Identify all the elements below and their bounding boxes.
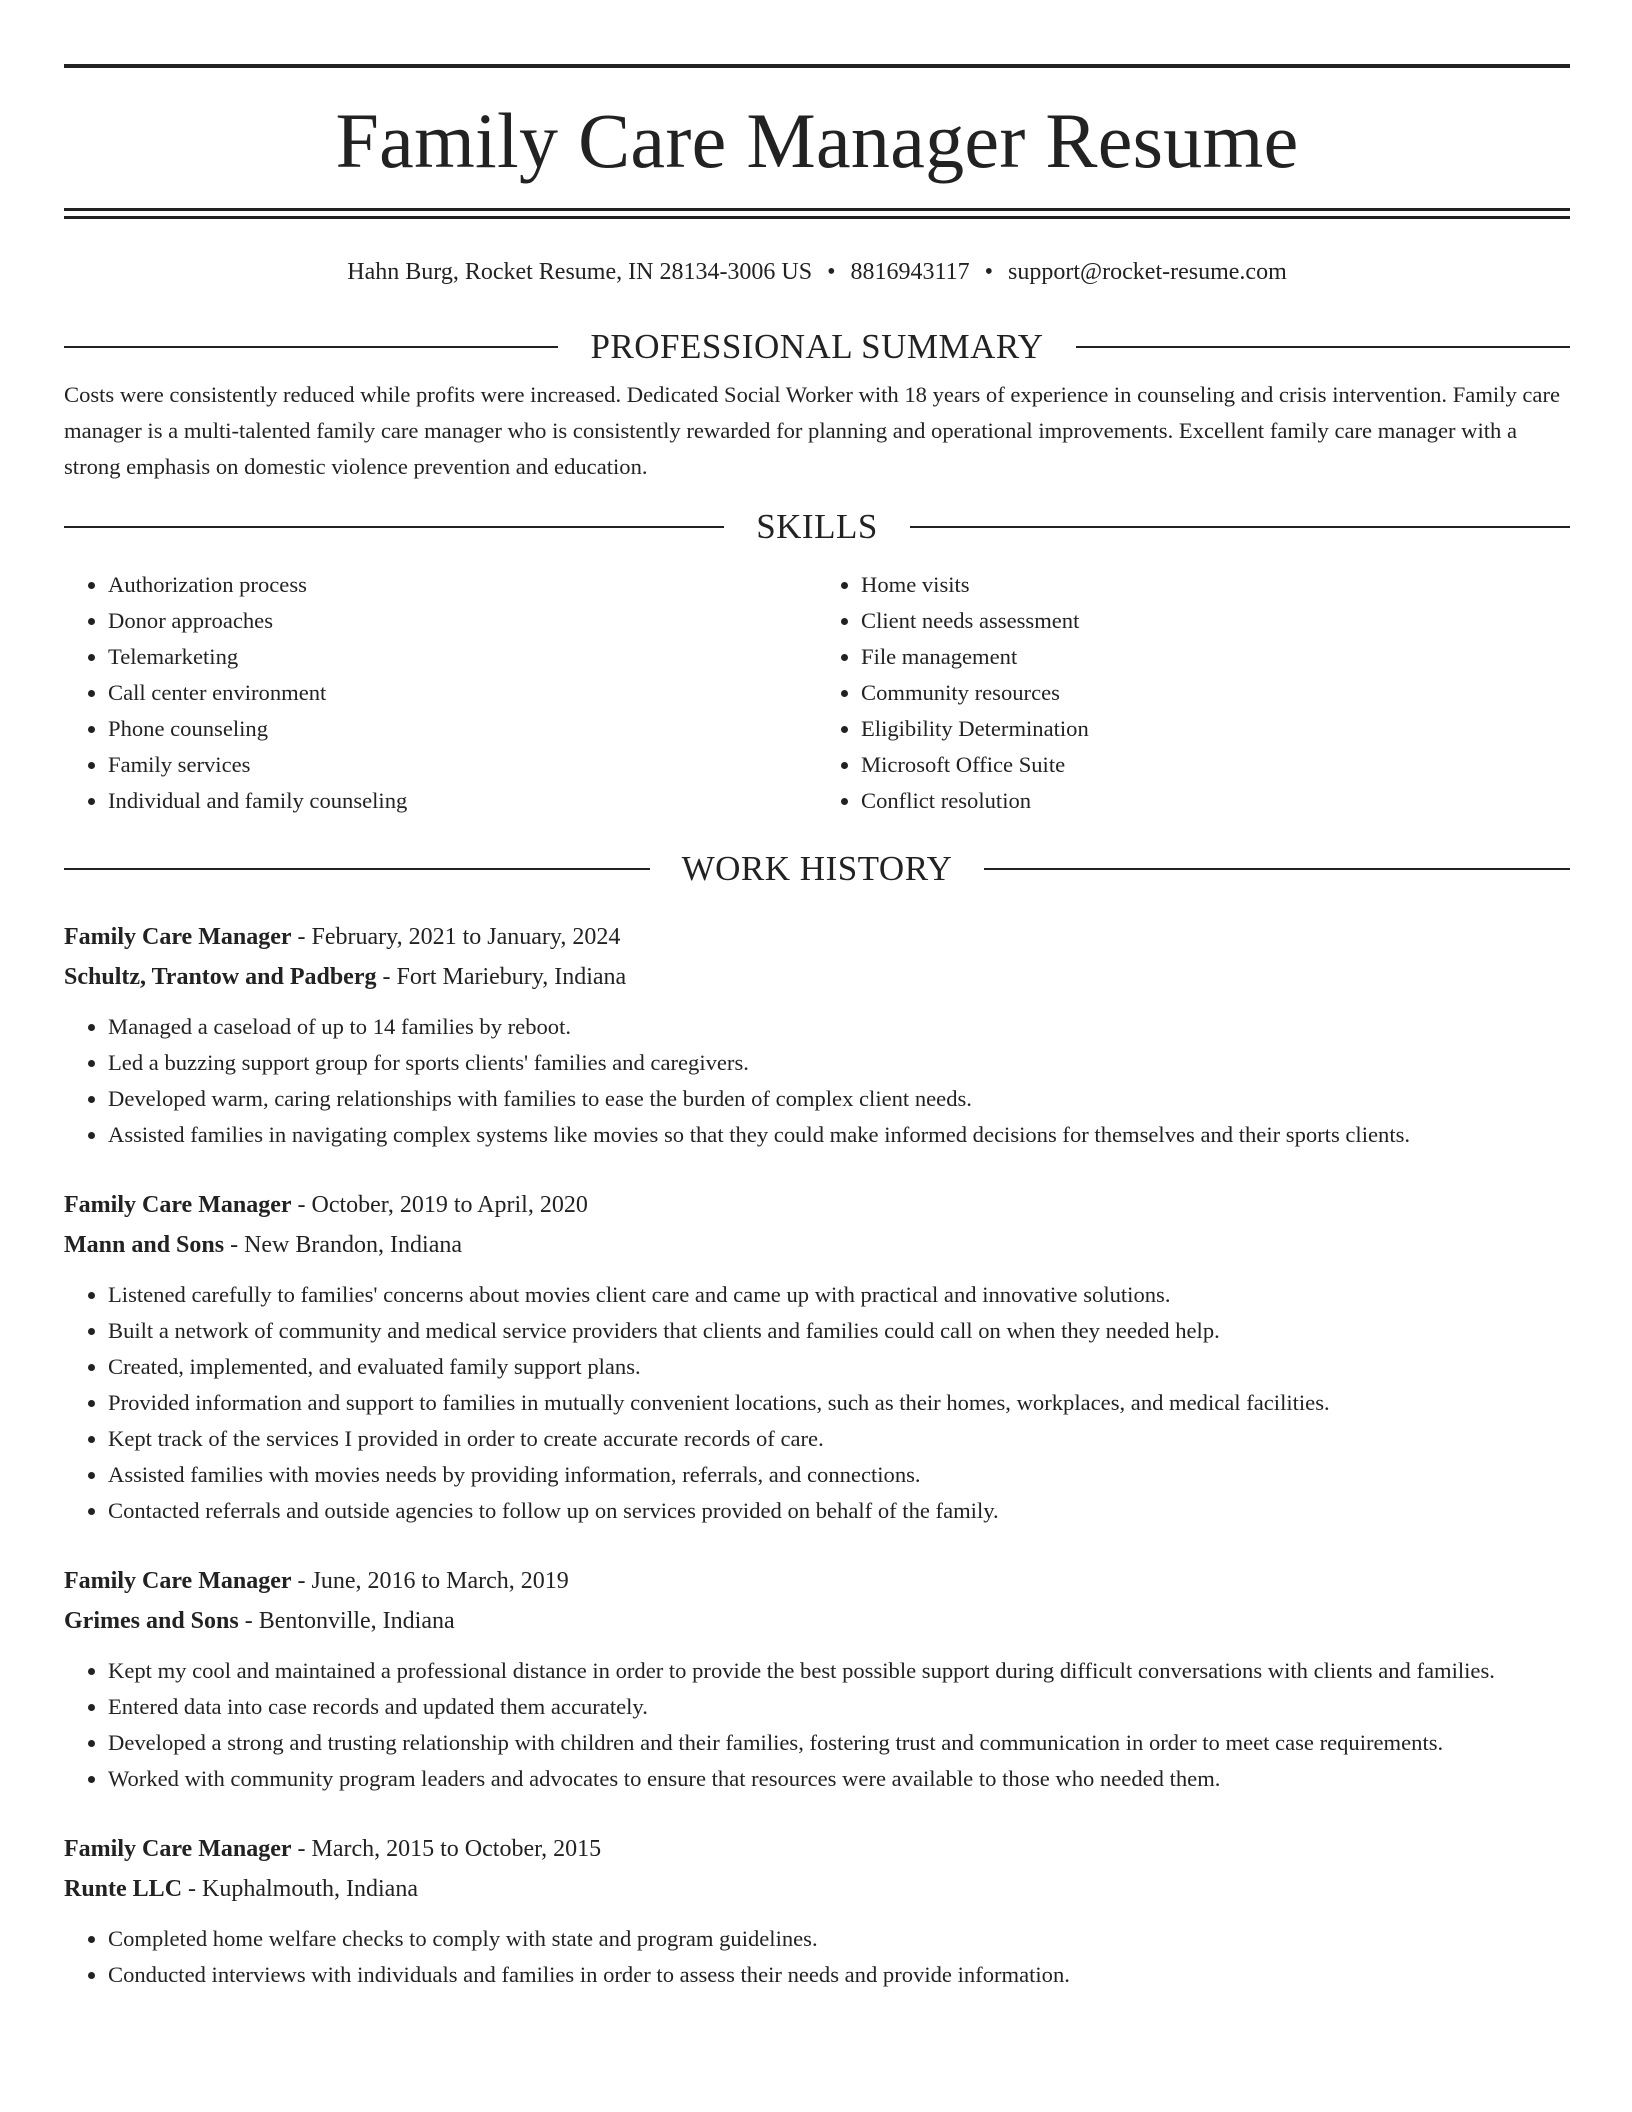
work-heading <box>64 849 1570 889</box>
job-entry <box>64 917 1570 1153</box>
skill-item: • Donor approaches <box>108 603 817 639</box>
job-title: Family Care Manager <box>64 1836 292 1862</box>
skill-item: • File management <box>861 639 1570 675</box>
job-bullet: • Assisted families with movies needs by providing information, referrals, and connections. <box>108 1457 1570 1493</box>
job-company-line <box>64 1869 1570 1909</box>
contact-separator: • <box>827 259 836 285</box>
contact-phone: 8816943117 <box>850 259 970 285</box>
job-bullet: • Contacted referrals and outside agencies to follow up on services provided on behalf of the family. <box>108 1493 1570 1529</box>
job-bullet: • Developed warm, caring relationships with families to ease the burden of complex client needs. <box>108 1081 1570 1117</box>
contact-line <box>64 257 1570 287</box>
top-rule <box>64 64 1570 68</box>
job-bullets <box>64 1009 1570 1153</box>
job-title-line <box>64 917 1570 957</box>
contact-email: support@rocket-resume.com <box>1008 259 1287 285</box>
skills-heading <box>64 507 1570 547</box>
job-bullets <box>64 1921 1570 1993</box>
job-bullets <box>64 1277 1570 1529</box>
summary-heading <box>64 327 1570 367</box>
job-company: Runte LLC <box>64 1876 183 1902</box>
work-history-list <box>64 917 1570 1993</box>
skill-item: • Eligibility Determination <box>861 711 1570 747</box>
job-title-line <box>64 1185 1570 1225</box>
job-bullet: • Kept my cool and maintained a professional distance in order to provide the best possible support during difficult conversations with clients and families. <box>108 1653 1570 1689</box>
job-dates: - October, 2019 to April, 2020 <box>291 1192 588 1218</box>
job-bullet: • Provided information and support to families in mutually convenient locations, such as their homes, workplaces, and medical facilities. <box>108 1385 1570 1421</box>
job-bullet: • Worked with community program leaders and advocates to ensure that resources were available to those who needed them. <box>108 1761 1570 1797</box>
job-title: Family Care Manager <box>64 1568 292 1594</box>
job-title-line <box>64 1829 1570 1869</box>
skill-item: • Phone counseling <box>108 711 817 747</box>
heading-rule <box>64 526 724 528</box>
skill-item: • Individual and family counseling <box>108 783 817 819</box>
job-company: Mann and Sons <box>64 1232 225 1258</box>
job-title: Family Care Manager <box>64 1192 292 1218</box>
job-bullet: • Led a buzzing support group for sports clients' families and caregivers. <box>108 1045 1570 1081</box>
job-company-line <box>64 1225 1570 1265</box>
heading-rule <box>1076 346 1570 348</box>
contact-address: Hahn Burg, Rocket Resume, IN 28134-3006 US <box>347 259 813 285</box>
job-bullets <box>64 1653 1570 1797</box>
resume-page <box>64 64 1570 1993</box>
job-bullet: • Kept track of the services I provided in order to create accurate records of care. <box>108 1421 1570 1457</box>
heading-rule <box>64 868 650 870</box>
job-company-line <box>64 1601 1570 1641</box>
job-bullet: • Built a network of community and medical service providers that clients and families could call on when they needed help. <box>108 1313 1570 1349</box>
job-location: - Bentonville, Indiana <box>238 1608 455 1634</box>
job-location: - Fort Mariebury, Indiana <box>376 964 627 990</box>
job-company: Schultz, Trantow and Padberg <box>64 964 377 990</box>
skills-column-right <box>817 567 1570 819</box>
section-label: WORK HISTORY <box>681 849 953 888</box>
job-bullet: • Developed a strong and trusting relationship with children and their families, fostering trust and communication in order to meet case requirements. <box>108 1725 1570 1761</box>
skill-item: • Client needs assessment <box>861 603 1570 639</box>
job-location: - New Brandon, Indiana <box>224 1232 463 1258</box>
skill-item: • Authorization process <box>108 567 817 603</box>
job-dates: - June, 2016 to March, 2019 <box>291 1568 569 1594</box>
heading-rule <box>64 346 558 348</box>
job-bullet: • Created, implemented, and evaluated family support plans. <box>108 1349 1570 1385</box>
skill-item: • Call center environment <box>108 675 817 711</box>
job-company: Grimes and Sons <box>64 1608 239 1634</box>
contact-separator: • <box>984 259 994 285</box>
job-location: - Kuphalmouth, Indiana <box>182 1876 418 1902</box>
job-dates: - March, 2015 to October, 2015 <box>291 1836 602 1862</box>
skill-item: • Microsoft Office Suite <box>861 747 1570 783</box>
skills-list <box>64 567 1570 819</box>
heading-rule <box>984 868 1570 870</box>
job-bullet: • Conducted interviews with individuals and families in order to assess their needs and provide information. <box>108 1957 1570 1993</box>
skill-item: • Conflict resolution <box>861 783 1570 819</box>
skill-item: • Home visits <box>861 567 1570 603</box>
job-title-line <box>64 1561 1570 1601</box>
skills-column-left <box>64 567 817 819</box>
job-dates: - February, 2021 to January, 2024 <box>291 924 621 950</box>
heading-rule <box>910 526 1570 528</box>
job-company-line <box>64 957 1570 997</box>
job-title: Family Care Manager <box>64 924 292 950</box>
resume-title: Family Care Manager Resume <box>335 97 1299 184</box>
skill-item: • Telemarketing <box>108 639 817 675</box>
section-label: SKILLS <box>756 507 878 546</box>
job-bullet: • Managed a caseload of up to 14 families by reboot. <box>108 1009 1570 1045</box>
job-entry <box>64 1829 1570 1993</box>
section-label: PROFESSIONAL SUMMARY <box>590 327 1044 366</box>
skill-item: • Community resources <box>861 675 1570 711</box>
job-entry <box>64 1561 1570 1797</box>
job-entry <box>64 1185 1570 1529</box>
job-bullet: • Entered data into case records and updated them accurately. <box>108 1689 1570 1725</box>
title-double-rule <box>64 208 1570 219</box>
skill-item: • Family services <box>108 747 817 783</box>
job-bullet: • Listened carefully to families' concerns about movies client care and came up with practical and innovative solutions. <box>108 1277 1570 1313</box>
summary-text: Costs were consistently reduced while profits were increased. Dedicated Social Worker with 18 years of experience in counseling and crisis intervention. Family care manager is a multi-talented family care manager who is consistently rewarded for planning and operational improvements. Excellent family care manager with a strong emphasis on domestic violence prevention and education. <box>64 382 1560 479</box>
job-bullet: • Completed home welfare checks to comply with state and program guidelines. <box>108 1921 1570 1957</box>
job-bullet: • Assisted families in navigating complex systems like movies so that they could make informed decisions for themselves and their sports clients. <box>108 1117 1570 1153</box>
